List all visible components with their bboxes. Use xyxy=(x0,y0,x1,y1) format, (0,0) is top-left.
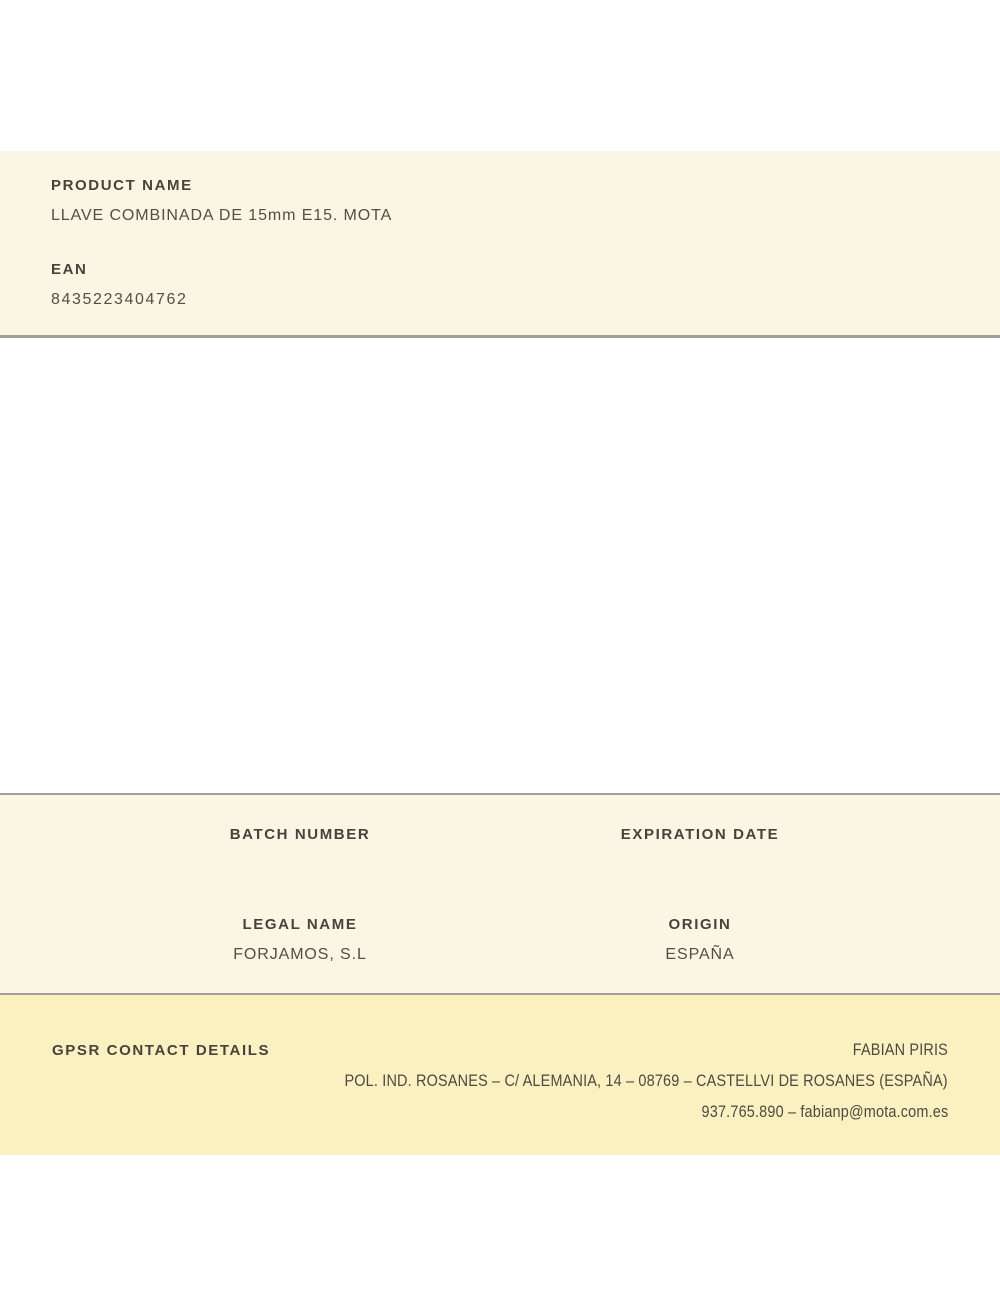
contact-address-row xyxy=(52,1071,948,1091)
gpsr-contact-heading: GPSR CONTACT DETAILS xyxy=(52,1042,271,1059)
top-spacer xyxy=(0,0,1000,151)
contact-header-row xyxy=(52,1040,948,1060)
ean-label: EAN xyxy=(51,261,88,278)
product-name-value: LLAVE COMBINADA DE 15mm E15. MOTA xyxy=(51,207,393,224)
batch-number-label: BATCH NUMBER xyxy=(229,826,371,843)
contact-phone-email-row xyxy=(52,1102,948,1122)
middle-spacer xyxy=(0,338,1000,793)
ean-value: 8435223404762 xyxy=(51,291,188,308)
batch-number-column xyxy=(100,826,500,843)
origin-value: ESPAÑA xyxy=(665,946,735,963)
legal-name-value: FORJAMOS, S.L xyxy=(233,946,367,963)
product-name-label: PRODUCT NAME xyxy=(51,177,193,194)
legal-name-column xyxy=(100,916,500,964)
details-row-batch-expiration xyxy=(100,826,900,843)
product-info-section xyxy=(0,151,1000,338)
expiration-date-column xyxy=(500,826,900,843)
legal-name-label: LEGAL NAME xyxy=(242,916,358,933)
origin-label: ORIGIN xyxy=(668,916,732,933)
contact-address: POL. IND. ROSANES – C/ ALEMANIA, 14 – 08769 – CASTELLVI DE ROSANES (ESPAÑA) xyxy=(344,1071,948,1090)
gpsr-contact-section xyxy=(0,995,1000,1155)
bottom-spacer xyxy=(0,1155,1000,1305)
details-row-legal-origin xyxy=(100,916,900,964)
expiration-date-label: EXPIRATION DATE xyxy=(620,826,780,843)
batch-details-section xyxy=(0,793,1000,995)
contact-person-name: FABIAN PIRIS xyxy=(852,1040,948,1059)
contact-phone-email: 937.765.890 – fabianp@mota.com.es xyxy=(701,1102,948,1121)
origin-column xyxy=(500,916,900,964)
